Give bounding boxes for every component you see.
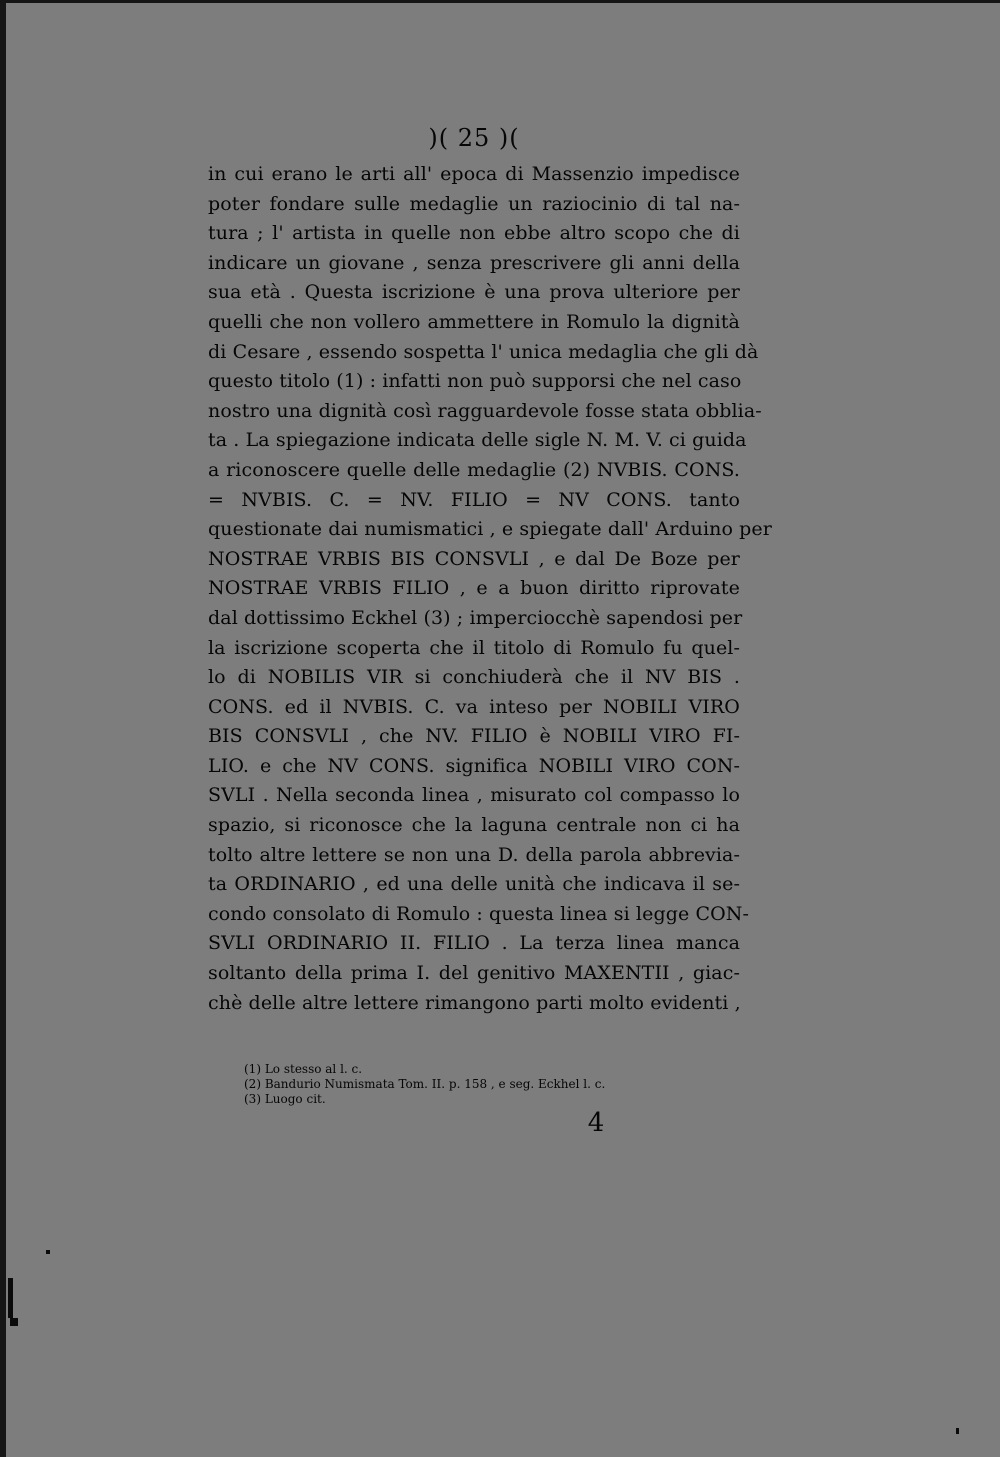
footnote-text: Bandurio Numismata Tom. II. p. 158 , e seg. Eckhel l. c. [264,1077,606,1091]
text-line: SVLI ORDINARIO II. FILIO . La terza linea manca [208,932,740,955]
text-line: la iscrizione scoperta che il titolo di Romulo fu quel- [208,636,740,659]
text-line: LIO. e che NV CONS. significa NOBILI VIRO CON- [208,754,740,777]
text-line: = NVBIS. C. = NV. FILIO = NV CONS. tanto [208,488,740,511]
footnote-text: Lo stesso al l. c. [264,1062,363,1076]
footnote [244,1092,704,1107]
text-line: soltanto della prima I. del genitivo MAXENTII , giac- [208,962,740,985]
text-line: sua età . Questa iscrizione è una prova ulteriore per [208,281,740,304]
text-line: questo titolo (1) : infatti non può supporsi che nel caso [208,370,742,393]
body-text [208,160,772,1018]
text-line: questionate dai numismatici , e spiegate dall' Arduino per [208,518,772,541]
footnote [244,1077,704,1092]
text-line: lo di NOBILIS VIR si conchiuderà che il NV BIS . [208,666,740,689]
text-line: ta . La spiegazione indicata delle sigle N. M. V. ci guida [208,429,747,452]
text-line: a riconoscere quelle delle medaglie (2) NVBIS. CONS. [208,458,740,481]
text-line: poter fondare sulle medaglie un raziocinio di tal na- [208,192,740,215]
text-line: spazio, si riconosce che la laguna centrale non ci ha [208,814,740,837]
scan-speck [46,1250,50,1254]
footnote-marker: (1) [244,1062,261,1076]
scan-left-edge [0,0,6,1457]
scan-top-edge [0,0,1000,3]
footnote-text: Luogo cit. [264,1092,326,1106]
footnote-marker: (3) [244,1092,261,1106]
scan-speck [8,1278,13,1318]
text-line: ta ORDINARIO , ed una delle unità che indicava il se- [208,873,740,896]
text-line: nostro una dignità così ragguardevole fosse stata obblia- [208,399,762,422]
scan-speck [10,1318,18,1326]
text-line: NOSTRAE VRBIS FILIO , e a buon diritto riprovate [208,577,740,600]
text-line: in cui erano le arti all' epoca di Massenzio impedisce [208,163,740,185]
text-line: quelli che non vollero ammettere in Romulo la dignità [208,310,740,333]
text-line: chè delle altre lettere rimangono parti molto evidenti , [208,991,741,1014]
footnotes [244,1062,704,1107]
scan-speck [956,1428,959,1434]
sheet-signature: 4 [587,1108,605,1138]
text-line: dal dottissimo Eckhel (3) ; imperciocchè sapendosi per [208,606,743,629]
text-line: di Cesare , essendo sospetta l' unica medaglia che gli dà [208,340,759,363]
text-line: tura ; l' artista in quelle non ebbe altro scopo che di [208,222,740,245]
text-line: tolto altre lettere se non una D. della parola abbrevia- [208,843,740,866]
text-line: condo consolato di Romulo : questa linea si legge CON- [208,902,750,925]
text-line: BIS CONSVLI , che NV. FILIO è NOBILI VIRO FI- [208,725,740,748]
text-line: NOSTRAE VRBIS BIS CONSVLI , e dal De Boze per [208,547,740,570]
text-line: CONS. ed il NVBIS. C. va inteso per NOBILI VIRO [208,695,740,718]
text-line: SVLI . Nella seconda linea , misurato col compasso lo [208,784,740,807]
footnote [244,1062,704,1077]
footnote-marker: (2) [244,1077,261,1091]
page-number: )( 25 )( [428,124,520,152]
text-line: indicare un giovane , senza prescrivere gli anni della [208,251,740,274]
